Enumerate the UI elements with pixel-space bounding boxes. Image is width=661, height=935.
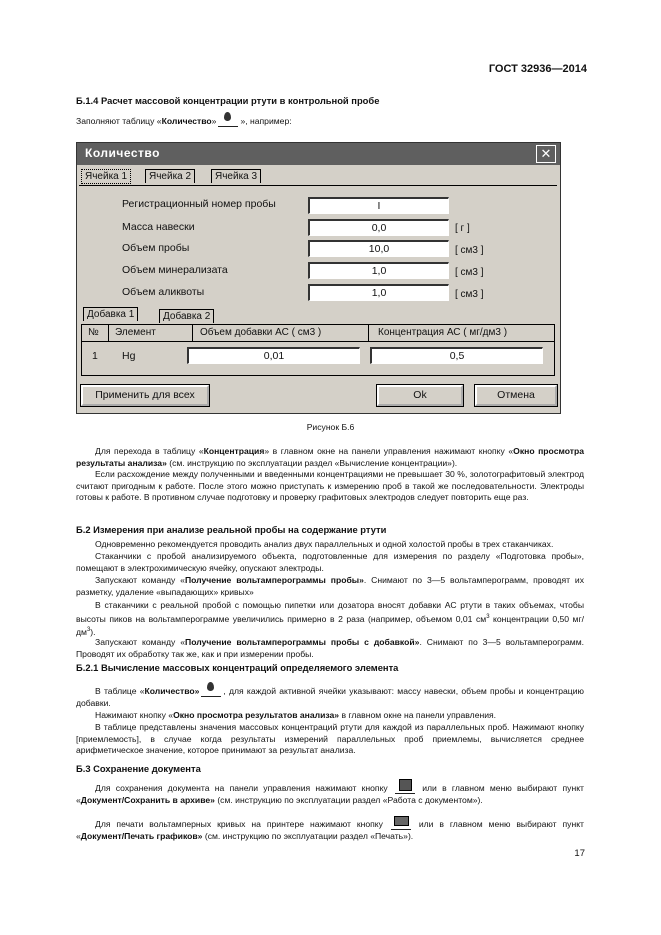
b3-p1-bold: Документ/Сохранить в архиве»	[80, 794, 215, 805]
unit-cm3-aliquot: [ см3 ]	[455, 289, 484, 300]
tab-cell-1[interactable]: Ячейка 1	[81, 169, 131, 184]
additive-table	[81, 324, 555, 376]
additive-volume-input[interactable]: 0,01	[187, 347, 360, 364]
b3-p1-text-3: (см. инструкцию по эксплуатации раздел «Работа с документом»).	[214, 794, 483, 805]
drop-icon	[218, 112, 238, 127]
mineralizate-volume-input[interactable]: 1,0	[308, 262, 449, 279]
para1-text-3: (см. инструкцию по эксплуатации раздел «Вычисление концентрации»).	[166, 457, 458, 468]
b2-p4-sup-2: 3	[86, 627, 91, 634]
doc-code: ГОСТ 32936—2014	[488, 63, 587, 75]
b14-intro-bold: Количество	[161, 116, 212, 126]
b21-p2-text-1: Нажимают кнопку «	[95, 710, 174, 720]
b21-p1-bold: Количество»	[144, 686, 200, 696]
b2-p3-bold: Получение вольтамперограммы пробы»	[184, 575, 364, 585]
b14-intro: Заполняют таблицу «Количество» », например:	[76, 112, 584, 128]
additive-concentration-input[interactable]: 0,5	[370, 347, 543, 364]
b2-p1: Одновременно рекомендуется проводить анализ двух параллельных и одной холостой пробы в трех стаканчиках.	[95, 539, 554, 549]
b21-p1-text-1: В таблице «	[95, 686, 145, 696]
paragraph-electrode-check: Если расхождение между полученными и введенными концентрациями не превышает 30 %, золотографитовый электрод считают пригодным к работе. После этого можно приступать к измерению проб в такой же последовательности. Электроды готовы к работе. В противном случае подготовку и проверку графитовых электродов следует повторить еще раз.	[76, 469, 584, 503]
field-label-mineralizate-volume: Объем минерализата	[122, 264, 228, 276]
dialog-titlebar	[77, 143, 560, 165]
b21-p3: В таблице представлены значения массовых концентраций ртути для каждой из параллельных проб. Нажимают кнопку [приемлемость], в случае когда результаты измерений параллельных проб приемлемы, вычисляется среднее арифметическое значение, которое принимают за результат анализа.	[76, 722, 584, 756]
b2-p4-text-2: концентрации 0,50 мг/дм	[76, 613, 584, 637]
printer-icon	[391, 815, 411, 830]
tab-additive-2[interactable]: Добавка 2	[159, 309, 214, 323]
tab-cell-3[interactable]: Ячейка 3	[211, 169, 261, 183]
paragraph-concentration-nav	[76, 446, 584, 469]
section-heading-b21: Б.2.1 Вычисление массовых концентраций определяемого элемента	[76, 662, 399, 673]
b2-p4	[76, 600, 584, 639]
section-heading-b3: Б.3 Сохранение документа	[76, 763, 201, 774]
col-header-additive-volume: Объем добавки АС ( см3 )	[200, 327, 322, 338]
b14-intro-text: Заполняют таблицу «	[76, 116, 162, 126]
drop-icon	[201, 682, 221, 697]
section-heading-b14: Б.1.4 Расчет массовой концентрации ртути в контрольной пробе	[76, 95, 380, 106]
sample-mass-input[interactable]: 0,0	[308, 219, 449, 236]
row-element: Hg	[122, 350, 136, 362]
save-icon	[395, 779, 415, 794]
b21-p2-text-2: в главном окне на панели управления.	[339, 710, 497, 720]
b3-p1-text-2: или в главном меню выбирают пункт «	[76, 783, 584, 805]
para1-bold-1: Концентрация	[203, 446, 265, 456]
unit-grams: [ г ]	[455, 223, 470, 234]
b2-p5-text-1: Запускают команду «	[95, 637, 186, 647]
col-header-element: Элемент	[115, 327, 156, 338]
field-label-sample-mass: Масса навески	[122, 221, 195, 233]
b14-intro-after: », например:	[240, 116, 292, 126]
sample-volume-input[interactable]: 10,0	[308, 240, 449, 257]
b21-p1-text-2: , для каждой активной ячейки указывают: массу навески, объем пробы и концентрацию добавки.	[76, 686, 584, 708]
b2-p4-text-3: ).	[90, 626, 96, 637]
b21-p1	[76, 682, 584, 709]
field-label-aliquot-volume: Объем аликвоты	[122, 286, 205, 298]
b3-p1-text-1: Для сохранения документа на панели управления нажимают кнопку	[95, 783, 388, 793]
para1-text-2: » в главном окне на панели управления нажимают кнопку «	[264, 446, 514, 456]
ok-button[interactable]: Ok	[377, 385, 463, 406]
aliquot-volume-input[interactable]: 1,0	[308, 284, 449, 301]
unit-cm3-mineralizate: [ см3 ]	[455, 267, 484, 278]
b3-p2-text-3: (см. инструкцию по эксплуатации раздел «Печать»).	[202, 830, 414, 841]
dialog-title: Количество	[85, 146, 160, 160]
col-header-number: №	[88, 327, 99, 338]
section-heading-b2: Б.2 Измерения при анализе реальной пробы на содержание ртути	[76, 524, 387, 535]
para1-text-1: Для перехода в таблицу «	[95, 446, 204, 456]
b2-p4-sup-1: 3	[486, 613, 490, 620]
field-label-reg-number: Регистрационный номер пробы	[122, 198, 276, 210]
para1-bold-2: Окно просмотра результаты анализа»	[76, 446, 584, 468]
b2-p5-text-2: . Снимают по 3—5 вольтамперограмм. Проводят их обработку так же, как и при измерении пробы.	[76, 637, 585, 659]
b3-p1	[76, 779, 584, 806]
tab-cell-2[interactable]: Ячейка 2	[145, 169, 195, 183]
b2-p5-bold: Получение вольтамперограммы пробы с добавкой»	[185, 637, 420, 647]
b21-p2-bold: Окно просмотра результатов анализа»	[173, 710, 340, 720]
b2-p3	[76, 575, 584, 598]
b2-p2: Стаканчики с пробой анализируемого объекта, подготовленные для измерения по разделу «Подготовка пробы», помещают в электрохимическую ячейку, опускают электроды.	[76, 551, 584, 573]
b3-p2-bold: Документ/Печать графиков»	[80, 830, 203, 841]
b2-p3-text-1: Запускают команду «	[95, 575, 185, 585]
tab-additive-1[interactable]: Добавка 1	[83, 307, 138, 321]
b3-p2	[76, 815, 584, 842]
col-header-concentration: Концентрация АС ( мг/дм3 )	[378, 327, 508, 338]
b3-p2-text-2: или в главном меню выбирают пункт «	[76, 819, 584, 841]
close-button[interactable]: ✕	[536, 145, 556, 163]
cancel-button[interactable]: Отмена	[475, 385, 557, 406]
field-label-sample-volume: Объем пробы	[122, 242, 190, 254]
b21-p2	[76, 710, 584, 722]
b2-p5	[76, 637, 584, 660]
b2-p3-text-2: . Снимают по 3—5 вольтамперограмм, проводят их разметку, удаление «выпадающих» кривых»	[76, 575, 585, 597]
apply-all-button[interactable]: Применить для всех	[81, 385, 209, 406]
unit-cm3-volume: [ см3 ]	[455, 245, 484, 256]
figure-caption: Рисунок Б.6	[306, 422, 355, 432]
row-number: 1	[92, 350, 98, 362]
b2-p4-text-1: В стаканчики с реальной пробой с помощью пипетки или дозатора вносят добавки АС ртути в таких объемах, чтобы высоты пиков на вольтамперограмме увеличились примерно в 2 раза (например, объемом 0,01 см	[76, 600, 584, 624]
page-number: 17	[574, 848, 585, 859]
reg-number-input[interactable]: I	[308, 197, 449, 214]
quantity-dialog	[76, 142, 561, 414]
b3-p2-text-1: Для печати вольтамперных кривых на принтере нажимают кнопку	[95, 819, 383, 829]
